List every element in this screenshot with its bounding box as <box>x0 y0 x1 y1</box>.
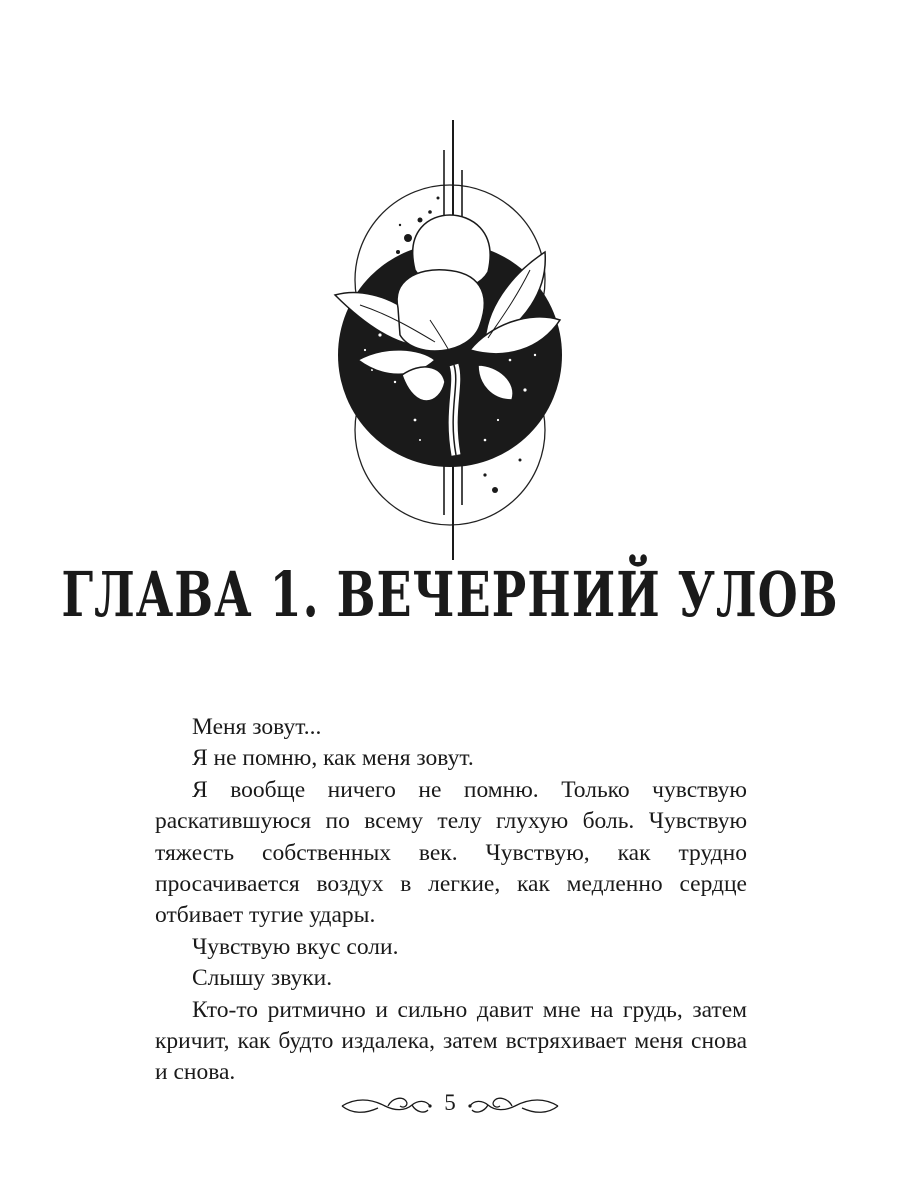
paragraph: Слышу звуки. <box>192 965 333 992</box>
flourish-right-icon <box>465 1092 560 1120</box>
page-footer <box>0 1090 900 1124</box>
page-number: 5 <box>444 1090 456 1115</box>
paragraph: Кто-то ритмично и сильно давит мне на грудь, затем кричит, как будто издалека, затем встряхивает меня снова и снова. <box>155 996 747 1086</box>
paragraph: Чувствую вкус соли. <box>192 933 399 960</box>
paragraph: Я вообще ничего не помню. Только чувствую раскатившуюся по всему телу глухую боль. Чувствую тяжесть собственных век. Чувствую, как трудно просачивается воздух в легкие, как медленно сердце отбивает тугие удары. <box>155 776 747 929</box>
paragraph: Я не помню, как меня зовут. <box>192 745 474 772</box>
paragraph: Меня зовут... <box>192 714 322 740</box>
flower-moon-emblem-icon <box>320 120 580 560</box>
flourish-left-icon <box>340 1092 435 1120</box>
chapter-title: ГЛАВА 1. ВЕЧЕРНИЙ УЛОВ <box>61 558 839 631</box>
chapter-body <box>155 712 747 1089</box>
